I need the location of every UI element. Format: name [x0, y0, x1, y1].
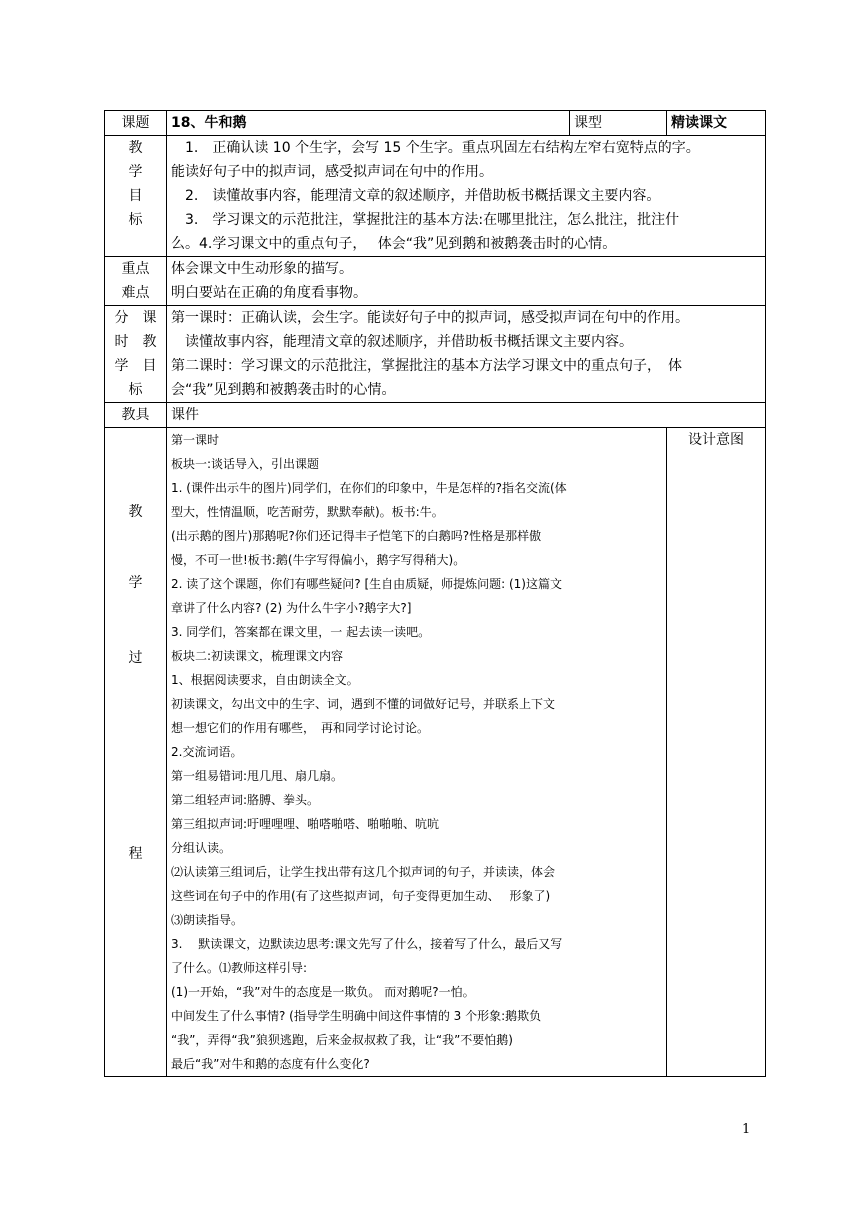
goals-label	[105, 136, 167, 257]
process-line: 3. 同学们，答案都在课文里，一 起去读一读吧。	[171, 625, 431, 639]
topic-value: 18、牛和鹅	[167, 111, 570, 136]
key-line: 明白要站在正确的角度看事物。	[171, 285, 367, 301]
goals-line: 能读好句子中的拟声词，感受拟声词在句中的作用。	[171, 164, 493, 180]
key-label-line: 难点	[121, 285, 150, 301]
period-line: 第一课时：正确认读，会生字。能读好句子中的拟声词，感受拟声词在句中的作用。	[171, 310, 689, 326]
type-label: 课型	[570, 111, 667, 136]
process-line: (1)一开始，“我”对牛的态度是一欺负。 而对鹅呢?一怕。	[171, 985, 475, 999]
page-number: 1	[742, 1122, 751, 1137]
process-line: 板块二:初读课文，梳理课文内容	[171, 649, 344, 663]
process-line: 第三组拟声词:吁哩哩哩、啪嗒啪嗒、啪啪啪、吭吭	[171, 817, 440, 831]
process-label-char: 学	[128, 575, 143, 591]
process-label-char: 教	[128, 504, 143, 520]
process-line: 最后“我”对牛和鹅的态度有什么变化?	[171, 1057, 370, 1071]
design-intent-label: 设计意图	[688, 432, 744, 448]
process-line: 章讲了什么内容? (2) 为什么牛字小?鹅字大?]	[171, 601, 412, 615]
process-line: 第一组易错词:甩几甩、扇几扇。	[171, 769, 344, 783]
goals-line: 3. 学习课文的示范批注，掌握批注的基本方法:在哪里批注，怎么批注，批注什	[185, 212, 680, 228]
process-line: 分组认读。	[171, 841, 232, 855]
process-line: 2. 读了这个课题，你们有哪些疑问? [生自由质疑，师提炼问题: (1)这篇文	[171, 577, 562, 591]
goals-line: 1. 正确认读 10 个生字，会写 15 个生字。重点巩固左右结构左窄右宽特点的字。	[185, 140, 700, 156]
process-line: 想一想它们的作用有哪些， 再和同学讨论讨论。	[171, 721, 430, 735]
period-label-line: 分 课	[114, 310, 157, 326]
goals-label-char: 教	[128, 140, 143, 156]
topic-label: 课题	[105, 111, 167, 136]
key-line: 体会课文中生动形象的描写。	[171, 261, 353, 277]
tools-row	[105, 403, 766, 428]
process-line: 型大，性情温顺，吃苦耐劳，默默奉献)。板书:牛。	[171, 505, 444, 519]
process-line: 初读课文，勾出文中的生字、词，遇到不懂的词做好记号，并联系上下文	[171, 697, 556, 711]
period-goals-row	[105, 306, 766, 403]
process-line: ⑶朗读指导。	[171, 913, 244, 927]
key-label-line: 重点	[121, 261, 150, 277]
goals-line: 么。4.学习课文中的重点句子， 体会“我”见到鹅和被鹅袭击时的心情。	[171, 236, 617, 252]
key-row	[105, 257, 766, 306]
type-value: 精读课文	[667, 111, 766, 136]
process-label	[105, 428, 167, 1077]
key-content	[167, 257, 766, 306]
period-label-line: 标	[128, 382, 143, 398]
goals-row	[105, 136, 766, 257]
period-line: 第二课时：学习课文的示范批注，掌握批注的基本方法学习课文中的重点句子， 体	[171, 358, 682, 374]
process-line: 慢，不可一世!板书:鹅(牛字写得偏小，鹅字写得稍大)。	[171, 553, 466, 567]
process-line: 板块一:谈话导入，引出课题	[171, 457, 320, 471]
goals-line: 2. 读懂故事内容，能理清文章的叙述顺序，并借助板书概括课文主要内容。	[185, 188, 661, 204]
process-label-char: 过	[128, 650, 143, 666]
process-line: (出示鹅的图片)那鹅呢?你们还记得丰子恺笔下的白鹅吗?性格是那样傲	[171, 529, 542, 543]
period-label-line: 学 目	[114, 358, 157, 374]
period-line: 会“我”见到鹅和被鹅袭击时的心情。	[171, 382, 396, 398]
design-intent-column	[667, 428, 766, 1077]
process-line: 了什么。⑴教师这样引导:	[171, 961, 308, 975]
process-line: ⑵认读第三组词后，让学生找出带有这几个拟声词的句子，并读读，体会	[171, 865, 556, 879]
topic-row	[105, 111, 766, 136]
key-label	[105, 257, 167, 306]
process-content	[167, 428, 667, 1077]
process-line: 3. 默读课文，边默读边思考:课文先写了什么，接着写了什么，最后又写	[171, 937, 563, 951]
process-row	[105, 428, 766, 1077]
process-line: 1、根据阅读要求，自由朗读全文。	[171, 673, 359, 687]
lesson-plan-table	[104, 110, 766, 1077]
period-label-line: 时 教	[114, 334, 157, 350]
tools-value: 课件	[167, 403, 766, 428]
goals-content	[167, 136, 766, 257]
process-line: 第二组轻声词:胳膊、拳头。	[171, 793, 320, 807]
process-line: “我”，弄得“我”狼狈逃跑，后来金叔叔救了我，让“我”不要怕鹅)	[171, 1033, 513, 1047]
period-line: 读懂故事内容，能理清文章的叙述顺序，并借助板书概括课文主要内容。	[185, 334, 633, 350]
process-line: 中间发生了什么事情? (指导学生明确中间这件事情的 3 个形象:鹅欺负	[171, 1009, 542, 1023]
goals-label-char: 目	[128, 188, 143, 204]
process-line: 1. (课件出示牛的图片)同学们，在你们的印象中，牛是怎样的?指名交流(体	[171, 481, 567, 495]
goals-label-char: 学	[128, 164, 143, 180]
process-line: 第一课时	[171, 433, 220, 447]
process-line: 这些词在句子中的作用(有了这些拟声词，句子变得更加生动、 形象了)	[171, 889, 551, 903]
period-goals-content	[167, 306, 766, 403]
goals-label-char: 标	[128, 212, 143, 228]
tools-label: 教具	[105, 403, 167, 428]
process-line: 2.交流词语。	[171, 745, 243, 759]
process-label-char: 程	[128, 846, 143, 862]
period-goals-label	[105, 306, 167, 403]
